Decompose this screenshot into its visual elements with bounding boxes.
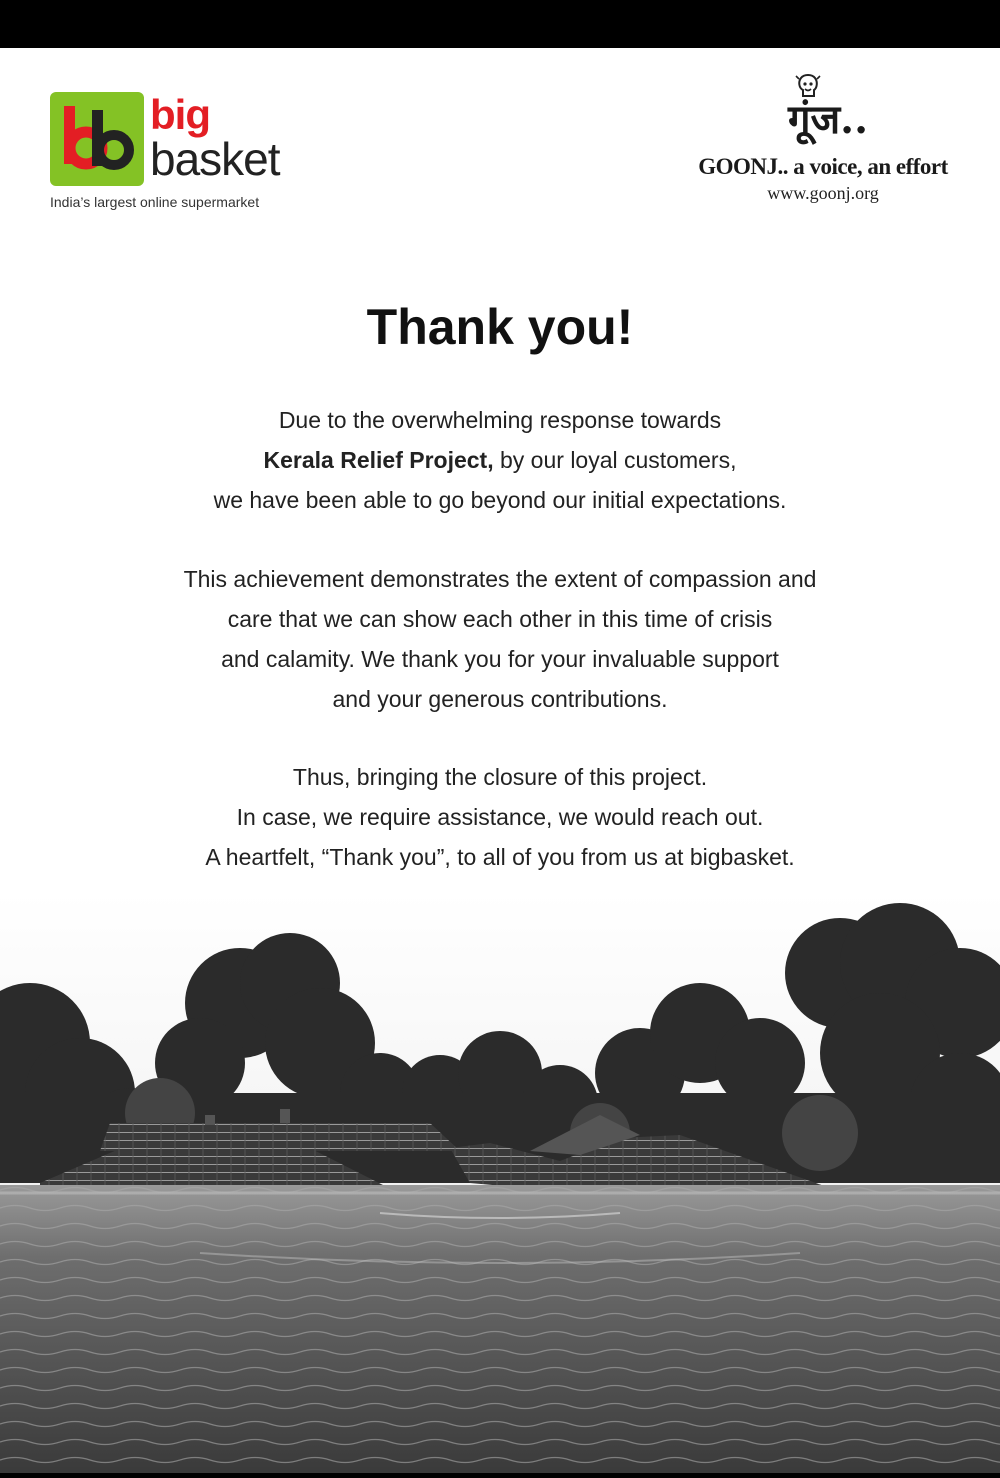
paragraph-line-rest: by our loyal customers, [493,447,737,473]
paragraph-line: Thus, bringing the closure of this project. [292,764,708,790]
project-name: Kerala Relief Project, [263,447,494,473]
paragraph-line: Due to the overwhelming response towards [278,407,722,433]
paragraph-closure [0,757,1000,877]
paragraph-line: A heartfelt, “Thank you”, to all of you from us at bigbasket. [205,844,795,870]
bigbasket-tagline: India’s largest online supermarket [50,194,260,210]
goonj-website: www.goonj.org [767,183,879,203]
paragraph-line: In case, we require assistance, we would reach out. [236,804,764,830]
bigbasket-word-big: big [150,91,210,138]
paragraph-line: we have been able to go beyond our initial expectations. [213,487,787,513]
flood-photo [0,893,1000,1473]
goonj-logo [688,74,958,209]
goonj-tagline: GOONJ.. a voice, an effort [698,154,948,179]
bottom-black-bar [0,1473,1000,1478]
top-black-bar [0,0,1000,48]
paragraph-line: This achievement demonstrates the extent of compassion and [183,566,817,592]
paragraph-line [0,440,1000,480]
paragraph-line: and calamity. We thank you for your invaluable support [221,646,779,672]
paragraph-line: and your generous contributions. [332,686,668,712]
bigbasket-logo [50,92,300,217]
paragraph-line: care that we can show each other in this time of crisis [227,606,773,632]
paragraph-achievement [0,559,1000,719]
goonj-hindi-wordmark: गूंज.. [787,96,869,143]
paragraph-response [0,400,1000,520]
bigbasket-logo-mark [50,92,144,186]
bigbasket-word-basket: basket [150,133,280,185]
page-title: Thank you! [366,299,634,355]
